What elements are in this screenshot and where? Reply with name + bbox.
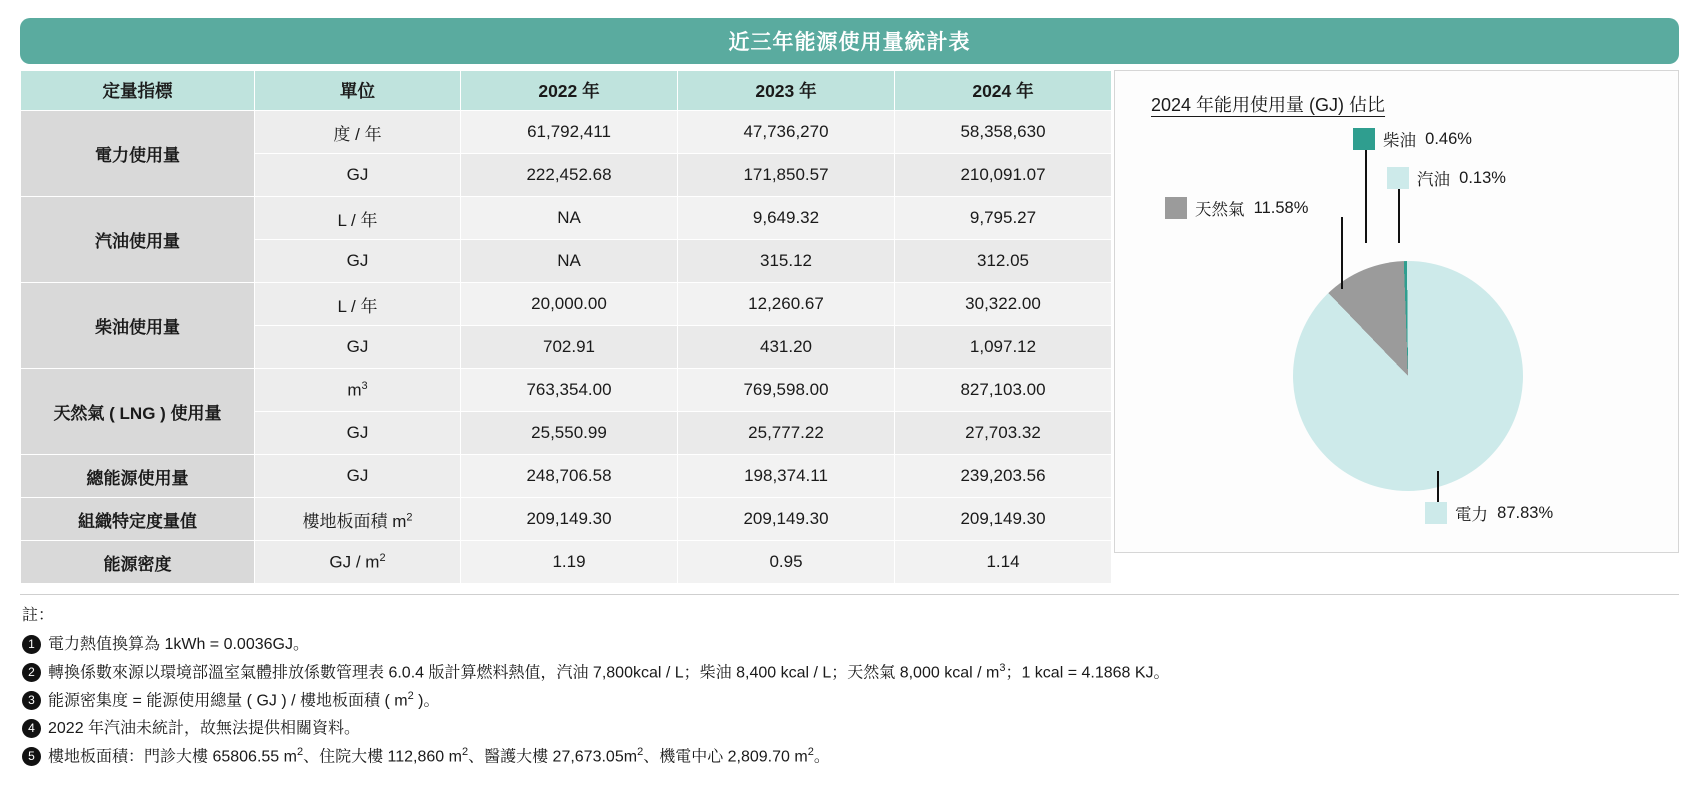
unit-superscript: 3 bbox=[361, 379, 368, 392]
cell-2022: 248,706.58 bbox=[461, 455, 678, 498]
page-title: 近三年能源使用量統計表 bbox=[20, 18, 1679, 64]
cell-2023: 769,598.00 bbox=[678, 369, 895, 412]
notes-section bbox=[20, 594, 1679, 770]
col-indicator: 定量指標 bbox=[21, 71, 255, 111]
row-label-energy-density: 能源密度 bbox=[21, 541, 255, 584]
pie-chart-panel bbox=[1114, 70, 1679, 553]
note-text: 2022 年汽油未統計，故無法提供相關資料。 bbox=[48, 720, 361, 738]
legend-item-gasoline bbox=[1387, 166, 1506, 190]
note-bullet-icon: 2 bbox=[22, 663, 41, 682]
cell-2022: 20,000.00 bbox=[461, 283, 678, 326]
table-row bbox=[21, 369, 1112, 412]
note-text: 轉換係數來源以環境部溫室氣體排放係數管理表 6.0.4 版計算燃料熱值，汽油 7,800kcal / L；柴油 8,400 kcal / L；天然氣 8,000 kcal / $m^3$；1 kcal = 4.1868 KJ。 bbox=[48, 661, 1170, 682]
cell-2024: 210,091.07 bbox=[895, 154, 1112, 197]
legend-label-gasoline: 汽油 bbox=[1417, 171, 1450, 189]
table-row bbox=[21, 283, 1112, 326]
row-label-gasoline: 汽油使用量 bbox=[21, 197, 255, 283]
legend-value-gasoline: 0.13% bbox=[1459, 168, 1506, 187]
note-item bbox=[22, 632, 1679, 658]
col-2023: 2023 年 bbox=[678, 71, 895, 111]
cell-2024: 827,103.00 bbox=[895, 369, 1112, 412]
note-bullet-icon: 5 bbox=[22, 747, 41, 766]
cell-2023: 198,374.11 bbox=[678, 455, 895, 498]
cell-2023: 25,777.22 bbox=[678, 412, 895, 455]
note-text: 能源密集度 = 能源使用總量 ( GJ ) / 樓地板面積 ( $m^2$ )。 bbox=[48, 690, 440, 710]
legend-value-lng: 11.58% bbox=[1253, 198, 1309, 217]
table-header bbox=[21, 71, 1112, 111]
cell-unit: L / 年 bbox=[255, 283, 461, 326]
note-text: 電力熱值換算為 1kWh = 0.0036GJ。 bbox=[48, 635, 309, 653]
note-bullet-icon: 4 bbox=[22, 719, 41, 738]
table-row bbox=[21, 498, 1112, 541]
table-row bbox=[21, 197, 1112, 240]
cell-2022: 61,792,411 bbox=[461, 111, 678, 154]
cell-unit: 度 / 年 bbox=[255, 111, 461, 154]
note-item bbox=[22, 716, 1679, 742]
cell-2022: NA bbox=[461, 197, 678, 240]
legend-label-diesel: 柴油 bbox=[1383, 132, 1416, 150]
legend-swatch-icon bbox=[1387, 167, 1409, 189]
row-label-org-metric: 組織特定度量值 bbox=[21, 498, 255, 541]
energy-table bbox=[20, 70, 1112, 584]
cell-2024: 209,149.30 bbox=[895, 498, 1112, 541]
cell-unit: $m^3$ bbox=[255, 369, 461, 412]
row-label-lng: 天然氣 ( LNG ) 使用量 bbox=[21, 369, 255, 455]
cell-2023: 47,736,270 bbox=[678, 111, 895, 154]
energy-table-wrapper bbox=[20, 70, 1112, 584]
cell-2022: 222,452.68 bbox=[461, 154, 678, 197]
table-row bbox=[21, 455, 1112, 498]
legend-label-electricity: 電力 bbox=[1455, 506, 1488, 524]
cell-2023: 209,149.30 bbox=[678, 498, 895, 541]
cell-unit: 樓地板面積 $m^2$ bbox=[255, 498, 461, 541]
legend-item-lng bbox=[1165, 196, 1308, 220]
cell-2022: 702.91 bbox=[461, 326, 678, 369]
cell-2024: 58,358,630 bbox=[895, 111, 1112, 154]
note-text: 樓地板面積：門診大樓 65806.55 $m^2$、住院大樓 112,860 $m^2$、醫護大樓 $27,673.05m^2$、機電中心 2,809.70 $m^2$。 bbox=[48, 746, 830, 766]
cell-2024: 27,703.32 bbox=[895, 412, 1112, 455]
legend-label-lng: 天然氣 bbox=[1195, 201, 1245, 219]
row-label-electricity: 電力使用量 bbox=[21, 111, 255, 197]
cell-2022: 1.19 bbox=[461, 541, 678, 584]
note-bullet-icon: 1 bbox=[22, 635, 41, 654]
row-label-total-energy: 總能源使用量 bbox=[21, 455, 255, 498]
note-item bbox=[22, 688, 1679, 714]
col-unit: 單位 bbox=[255, 71, 461, 111]
cell-2024: 9,795.27 bbox=[895, 197, 1112, 240]
table-row bbox=[21, 111, 1112, 154]
pie-chart bbox=[1293, 261, 1523, 491]
leader-line-lng bbox=[1341, 217, 1343, 289]
legend-swatch-icon bbox=[1353, 128, 1375, 150]
legend-value-diesel: 0.46% bbox=[1425, 129, 1472, 148]
leader-line-gasoline bbox=[1398, 188, 1400, 243]
row-label-diesel: 柴油使用量 bbox=[21, 283, 255, 369]
table-row bbox=[21, 541, 1112, 584]
cell-unit: GJ bbox=[255, 154, 461, 197]
legend-swatch-icon bbox=[1425, 502, 1447, 524]
cell-2022: 209,149.30 bbox=[461, 498, 678, 541]
note-item bbox=[22, 744, 1679, 770]
cell-unit: GJ bbox=[255, 326, 461, 369]
legend-item-diesel bbox=[1353, 127, 1472, 151]
cell-2023: 315.12 bbox=[678, 240, 895, 283]
legend-item-electricity bbox=[1425, 501, 1553, 525]
content-area bbox=[20, 70, 1679, 584]
cell-2022: 25,550.99 bbox=[461, 412, 678, 455]
cell-unit: GJ bbox=[255, 412, 461, 455]
cell-unit: GJ bbox=[255, 455, 461, 498]
notes-heading: 註： bbox=[22, 607, 55, 624]
cell-2022: 763,354.00 bbox=[461, 369, 678, 412]
unit-superscript: 2 bbox=[406, 510, 413, 523]
col-2024: 2024 年 bbox=[895, 71, 1112, 111]
cell-2024: 1,097.12 bbox=[895, 326, 1112, 369]
legend-value-electricity: 87.83% bbox=[1497, 503, 1554, 522]
table-header-row bbox=[21, 71, 1112, 111]
cell-2023: 431.20 bbox=[678, 326, 895, 369]
cell-2023: 0.95 bbox=[678, 541, 895, 584]
cell-unit: GJ / $m^2$ bbox=[255, 541, 461, 584]
note-item bbox=[22, 660, 1679, 686]
cell-2023: 12,260.67 bbox=[678, 283, 895, 326]
cell-2024: 30,322.00 bbox=[895, 283, 1112, 326]
leader-line-diesel bbox=[1365, 149, 1367, 243]
table-body bbox=[21, 111, 1112, 584]
col-2022: 2022 年 bbox=[461, 71, 678, 111]
cell-unit: L / 年 bbox=[255, 197, 461, 240]
cell-unit: GJ bbox=[255, 240, 461, 283]
legend-swatch-icon bbox=[1165, 197, 1187, 219]
chart-title: 2024 年能用使用量 (GJ) 佔比 bbox=[1151, 95, 1386, 115]
cell-2024: 312.05 bbox=[895, 240, 1112, 283]
cell-2024: 239,203.56 bbox=[895, 455, 1112, 498]
unit-superscript: 2 bbox=[379, 551, 386, 564]
cell-2022: NA bbox=[461, 240, 678, 283]
cell-2024: 1.14 bbox=[895, 541, 1112, 584]
note-bullet-icon: 3 bbox=[22, 691, 41, 710]
cell-2023: 171,850.57 bbox=[678, 154, 895, 197]
cell-2023: 9,649.32 bbox=[678, 197, 895, 240]
